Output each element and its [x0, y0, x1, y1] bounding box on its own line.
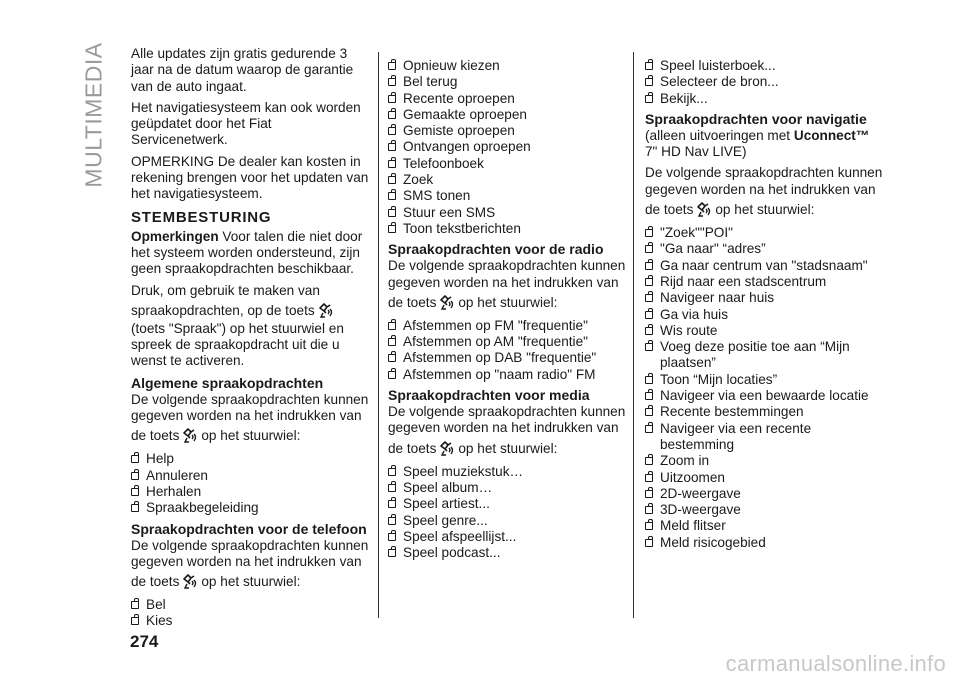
list-item-label: Afstemmen op AM "frequentie"	[403, 334, 588, 350]
list-item-label: Selecteer de bron...	[660, 74, 779, 90]
radio-commands-list	[388, 318, 628, 383]
bullet-icon	[388, 192, 396, 200]
list-item	[645, 470, 885, 486]
bullet-icon	[645, 262, 653, 270]
list-item-label: Afstemmen op FM "frequentie"	[403, 317, 588, 333]
list-item-label: Zoek	[403, 172, 434, 188]
list-item	[388, 496, 628, 512]
para-text: (alleen uitvoeringen met	[645, 127, 791, 143]
bullet-icon	[645, 457, 653, 465]
navigation-intro	[645, 165, 885, 220]
media-commands-list-cont	[645, 58, 885, 107]
list-item	[645, 258, 885, 274]
bullet-icon	[388, 176, 396, 184]
bullet-icon	[388, 500, 396, 508]
voice-command-icon	[438, 291, 456, 313]
list-item	[645, 339, 885, 372]
list-item-label: Afstemmen op DAB "frequentie"	[403, 350, 597, 366]
list-item	[388, 156, 628, 172]
list-item-label: Speel muziekstuk…	[403, 463, 524, 479]
list-item-label: Speel luisterboek...	[660, 58, 776, 73]
list-item-label: Gemaakte oproepen	[403, 106, 527, 122]
list-item	[388, 188, 628, 204]
list-item-label: Recente bestemmingen	[660, 404, 804, 420]
list-item-label: Annuleren	[146, 467, 208, 483]
media-intro	[388, 404, 628, 459]
list-item-label: Zoom in	[660, 453, 710, 469]
bullet-icon	[388, 354, 396, 362]
list-item	[388, 350, 628, 366]
bullet-icon	[645, 522, 653, 530]
list-item-label: Kies	[146, 613, 173, 629]
list-item-label: Uitzoomen	[660, 469, 725, 485]
bullet-icon	[645, 78, 653, 86]
section-title: STEMBESTURING	[131, 208, 272, 226]
list-item	[388, 58, 628, 74]
list-item-label: Speel genre...	[403, 512, 488, 528]
intro-paragraph: OPMERKING De dealer kan kosten in rekening brengen voor het updaten van het navigatiesysteem.	[131, 153, 369, 202]
list-item-label: Herhalen	[146, 483, 202, 499]
heading-phone-commands: Spraakopdrachten voor de telefoon	[131, 520, 367, 537]
list-item	[645, 518, 885, 534]
list-item-label: "Zoek""POI"	[660, 225, 733, 241]
list-item	[388, 513, 628, 529]
text-column-3	[645, 58, 885, 555]
intro-paragraph: Alle updates zijn gratis gedurende 3 jaar na de datum waarop de garantie van de auto ingaat.	[131, 46, 354, 94]
voice-command-icon	[181, 570, 199, 592]
page-number: 274	[130, 632, 159, 651]
list-item	[388, 172, 628, 188]
intro-paragraphs	[131, 46, 369, 203]
bullet-icon	[645, 245, 653, 253]
bullet-icon	[131, 472, 139, 480]
list-item	[388, 545, 628, 561]
list-item-label: Navigeer naar huis	[660, 290, 775, 306]
list-item-label: SMS tonen	[403, 188, 471, 204]
bullet-icon	[645, 392, 653, 400]
para-text: De volgende spraakopdrachten kunnen gegeven worden na het indrukken van de toets	[388, 404, 626, 456]
general-commands-list	[131, 451, 369, 516]
brand-name: Uconnect™	[793, 127, 870, 143]
para-text: op het stuurwiel:	[458, 294, 558, 310]
list-item	[388, 139, 628, 155]
phone-intro	[131, 538, 369, 593]
list-item	[645, 453, 885, 469]
para-text: De volgende spraakopdrachten kunnen gegeven worden na het indrukken van de toets	[388, 258, 626, 310]
list-item	[388, 205, 628, 221]
list-item-label: Opnieuw kiezen	[403, 58, 500, 73]
list-item	[645, 91, 885, 107]
bullet-icon	[388, 338, 396, 346]
bullet-icon	[645, 311, 653, 319]
list-item-label: Telefoonboek	[403, 155, 484, 171]
list-item	[388, 74, 628, 90]
list-item	[388, 107, 628, 123]
list-item-label: Voeg deze positie toe aan “Mijn plaatsen”	[660, 339, 850, 371]
list-item	[131, 597, 369, 613]
list-item	[645, 58, 885, 74]
bullet-icon	[131, 504, 139, 512]
bullet-icon	[388, 549, 396, 557]
general-intro	[131, 392, 369, 447]
list-item	[131, 500, 369, 516]
para-text: op het stuurwiel:	[715, 202, 815, 218]
list-item	[645, 274, 885, 290]
bullet-icon	[645, 506, 653, 514]
voice-command-icon	[181, 424, 199, 446]
list-item-label: Rijd naar een stadscentrum	[660, 273, 827, 289]
list-item	[388, 221, 628, 237]
list-item-label: Recente oproepen	[403, 90, 515, 106]
bullet-icon	[388, 371, 396, 379]
heading-general-commands: Algemene spraakopdrachten	[131, 374, 324, 391]
phone-commands-list	[131, 597, 369, 630]
list-item	[388, 123, 628, 139]
intro-paragraph: Het navigatiesysteem kan ook worden geüpdatet door het Fiat Servicenetwerk.	[131, 99, 361, 148]
navigation-subtitle	[645, 128, 885, 161]
list-item	[131, 468, 369, 484]
voice-command-icon	[438, 437, 456, 459]
notes-paragraph	[131, 229, 369, 278]
list-item-label: Navigeer via een recente bestemming	[660, 420, 812, 452]
para-text: 7" HD Nav LIVE)	[645, 144, 747, 160]
list-item-label: Toon tekstberichten	[403, 220, 521, 236]
list-item	[388, 318, 628, 334]
list-item	[645, 486, 885, 502]
list-item-label: Spraakbegeleiding	[146, 500, 259, 516]
column-divider	[378, 52, 379, 618]
list-item	[388, 334, 628, 350]
list-item-label: "Ga naar" “adres”	[660, 241, 766, 257]
list-item	[645, 388, 885, 404]
list-item	[388, 91, 628, 107]
bullet-icon	[645, 229, 653, 237]
media-commands-list	[388, 464, 628, 562]
bullet-icon	[645, 294, 653, 302]
heading-media-commands: Spraakopdrachten voor media	[388, 387, 590, 404]
heading-radio-commands: Spraakopdrachten voor de radio	[388, 241, 604, 258]
list-item	[388, 464, 628, 480]
para-text: op het stuurwiel:	[201, 428, 301, 444]
bullet-icon	[388, 468, 396, 476]
list-item-label: Speel podcast...	[403, 545, 501, 561]
list-item	[645, 323, 885, 339]
para-text: De volgende spraakopdrachten kunnen gegeven worden na het indrukken van de toets	[131, 391, 369, 444]
list-item	[645, 241, 885, 257]
bullet-icon	[388, 209, 396, 217]
bullet-icon	[388, 62, 396, 70]
bullet-icon	[645, 490, 653, 498]
list-item	[645, 404, 885, 420]
list-item	[388, 529, 628, 545]
list-item	[645, 372, 885, 388]
list-item	[131, 613, 369, 629]
bullet-icon	[388, 111, 396, 119]
list-item	[645, 290, 885, 306]
list-item-label: Bekijk...	[660, 90, 708, 106]
text-column-2	[388, 58, 628, 565]
bullet-icon	[645, 474, 653, 482]
list-item-label: Speel artiest...	[403, 496, 490, 512]
navigation-commands-list	[645, 225, 885, 551]
bullet-icon	[645, 278, 653, 286]
notes-text: Voor talen die niet door het systeem worden ondersteund, zijn geen spraakopdrachten beschikbaar.	[131, 228, 363, 277]
section-side-title: MULTIMEDIA	[80, 42, 107, 188]
list-item-label: Speel afspeellijst...	[403, 528, 517, 544]
watermark: carmanualsonline.info	[725, 651, 946, 676]
bullet-icon	[645, 376, 653, 384]
radio-intro	[388, 258, 628, 313]
list-item-label: Navigeer via een bewaarde locatie	[660, 388, 869, 404]
bullet-icon	[131, 601, 139, 609]
notes-lead: Opmerkingen	[131, 228, 219, 244]
list-item-label: Help	[146, 451, 174, 467]
list-item	[388, 367, 628, 383]
bullet-icon	[645, 62, 653, 70]
column-divider	[633, 52, 634, 618]
list-item	[645, 502, 885, 518]
para-text: Druk, om gebruik te maken van spraakopdrachten, op de toets	[131, 282, 320, 318]
bullet-icon	[388, 533, 396, 541]
list-item	[645, 535, 885, 551]
list-item-label: Bel terug	[403, 74, 458, 90]
bullet-icon	[645, 425, 653, 433]
list-item-label: Speel album…	[403, 479, 493, 495]
para-text: op het stuurwiel:	[458, 440, 558, 456]
bullet-icon	[388, 484, 396, 492]
list-item-label: Stuur een SMS	[403, 204, 496, 220]
bullet-icon	[131, 488, 139, 496]
list-item-label: 2D-weergave	[660, 485, 741, 501]
bullet-icon	[388, 322, 396, 330]
list-item-label: Meld risicogebied	[660, 534, 766, 550]
bullet-icon	[645, 95, 653, 103]
bullet-icon	[645, 539, 653, 547]
para-text: (toets "Spraak") op het stuurwiel en spreek de spraakopdracht uit die u wenst te activeren.	[131, 320, 344, 369]
bullet-icon	[645, 327, 653, 335]
bullet-icon	[131, 455, 139, 463]
list-item	[131, 451, 369, 467]
bullet-icon	[388, 517, 396, 525]
voice-command-icon	[317, 299, 335, 321]
bullet-icon	[388, 127, 396, 135]
heading-navigation-commands: Spraakopdrachten voor navigatie	[645, 110, 867, 127]
list-item-label: Toon “Mijn locaties”	[660, 371, 778, 387]
list-item-label: Meld flitser	[660, 518, 726, 534]
bullet-icon	[388, 78, 396, 86]
voice-button-paragraph	[131, 283, 369, 370]
para-text: op het stuurwiel:	[201, 574, 301, 590]
list-item	[131, 484, 369, 500]
bullet-icon	[388, 143, 396, 151]
voice-command-icon	[695, 198, 713, 220]
bullet-icon	[645, 408, 653, 416]
bullet-icon	[131, 617, 139, 625]
list-item-label: Afstemmen op "naam radio" FM	[403, 366, 596, 382]
list-item	[645, 307, 885, 323]
bullet-icon	[388, 95, 396, 103]
text-column-1	[131, 46, 369, 634]
para-text: De volgende spraakopdrachten kunnen gegeven worden na het indrukken van de toets	[131, 537, 369, 590]
list-item-label: Gemiste oproepen	[403, 123, 515, 139]
list-item	[645, 74, 885, 90]
list-item	[645, 421, 885, 454]
list-item-label: Wis route	[660, 322, 718, 338]
list-item	[645, 225, 885, 241]
list-item-label: 3D-weergave	[660, 502, 741, 518]
list-item-label: Bel	[146, 597, 166, 613]
list-item-label: Ga naar centrum van "stadsnaam"	[660, 257, 868, 273]
list-item-label: Ga via huis	[660, 306, 729, 322]
bullet-icon	[388, 160, 396, 168]
para-text: De volgende spraakopdrachten kunnen gegeven worden na het indrukken van de toets	[645, 165, 883, 218]
list-item	[388, 480, 628, 496]
list-item-label: Ontvangen oproepen	[403, 139, 531, 155]
phone-commands-list-cont	[388, 58, 628, 237]
bullet-icon	[388, 225, 396, 233]
bullet-icon	[645, 343, 653, 351]
